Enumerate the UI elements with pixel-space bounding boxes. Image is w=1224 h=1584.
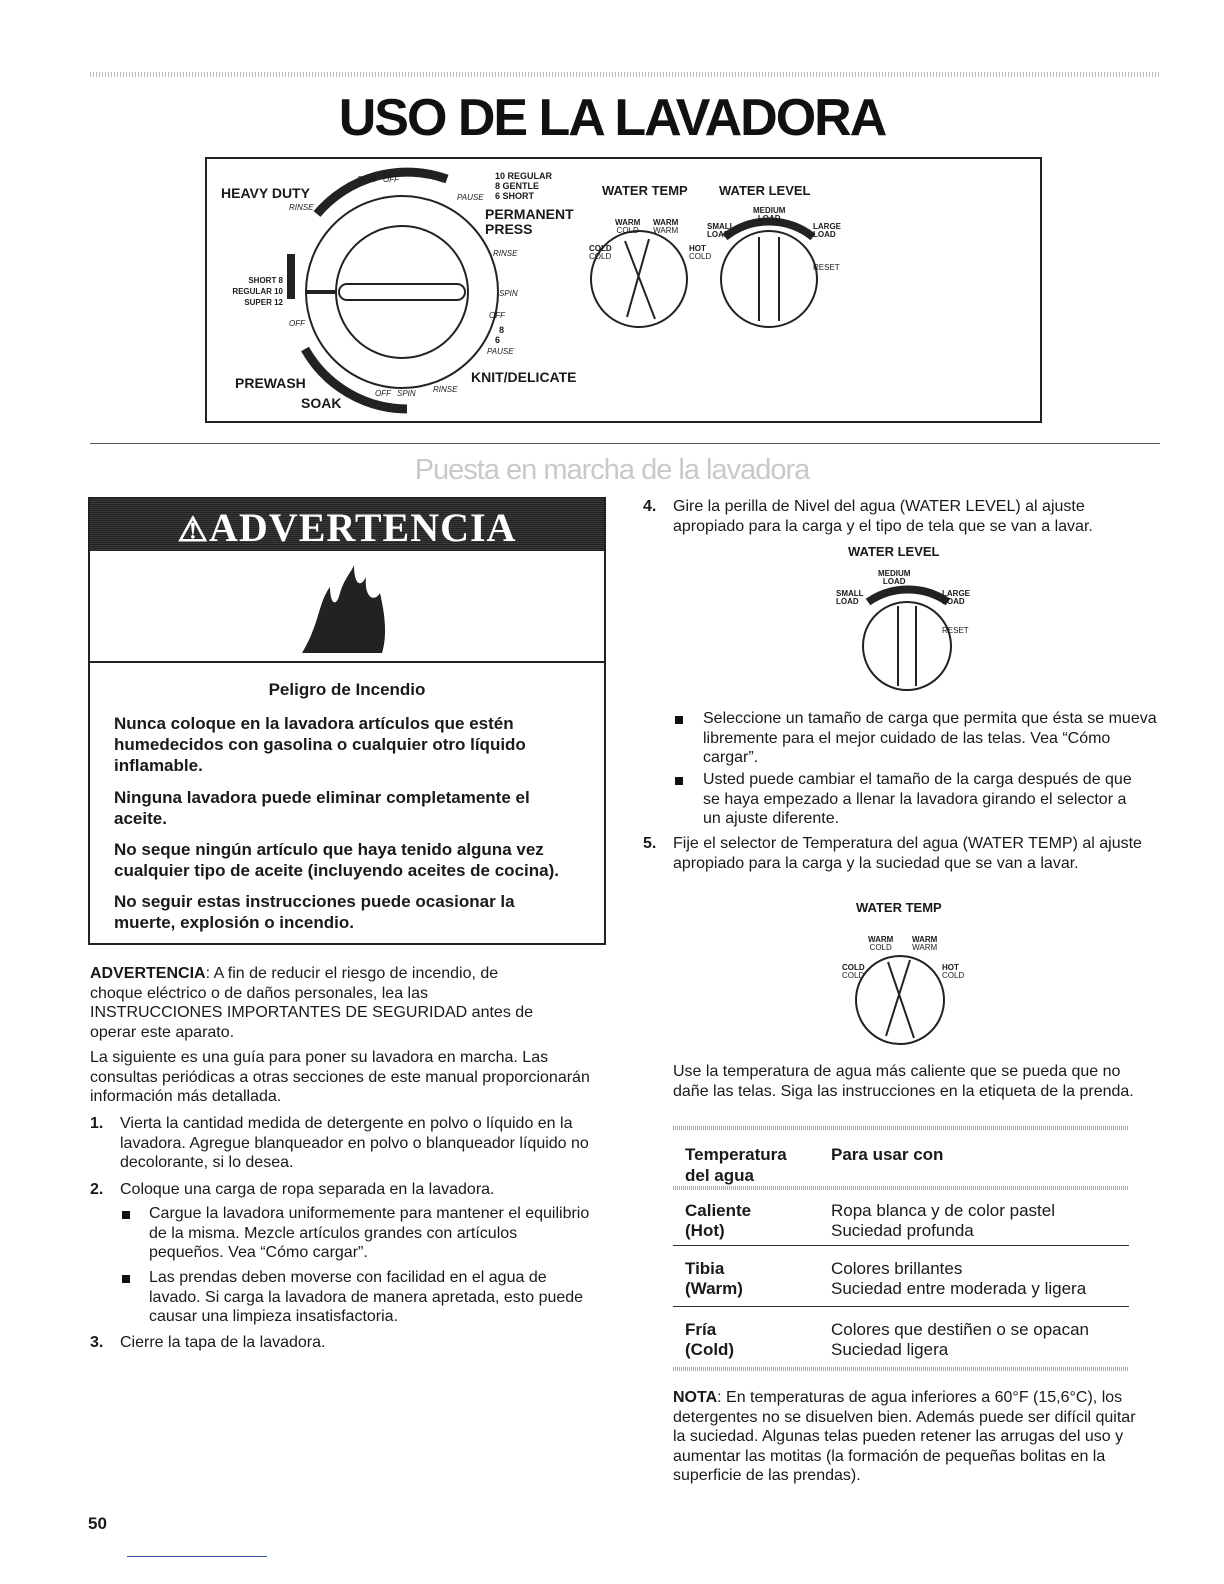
top-rule [90,72,1160,77]
warning-line-1: Nunca coloque en la lavadora artículos que estén humedecidos con gasolina o cualquier otro líquido inflamable. [114,714,526,775]
step-3-text: Cierre la tapa de la lavadora. [120,1334,326,1351]
water-level-knob[interactable] [721,231,817,327]
label-prewash: PREWASH [235,375,306,391]
row-use-2: Suciedad profunda [831,1221,974,1240]
control-panel-illustration [205,157,1042,423]
level-reset: RESET [813,263,840,272]
page-number: 50 [88,1514,107,1533]
fig-temp-warm-warm-top: WARM [912,935,938,944]
level-large-bottom: LOAD [813,230,836,239]
fig-water-temp-label: WATER TEMP [856,900,942,915]
label-10-regular: 10 REGULAR [495,171,553,181]
row-temp-english: (Hot) [685,1221,725,1240]
fig-level-small-bottom: LOAD [836,597,859,606]
label-soak: SOAK [301,395,342,411]
label-regular-10: REGULAR 10 [232,287,283,296]
label-water-level: WATER LEVEL [719,183,811,198]
table-header-use: Para usar con [831,1145,944,1164]
step-4-text: Gire la perilla de Nivel del agua (WATER LEVEL) al ajuste apropiado para la carga y el tipo de tela que se van a lavar. [673,498,1093,535]
temp-hot-cold [689,245,711,261]
fig-level-reset: RESET [942,626,969,635]
label-num-6: 6 [495,335,501,345]
row-use-2: Suciedad entre moderada y ligera [831,1279,1087,1298]
fig-temp-warm-warm-bottom: WARM [912,943,938,952]
advertencia-label: ADVERTENCIA [90,965,206,982]
advertencia-paragraph [90,964,540,1042]
water-level-fig-knob [863,602,951,690]
water-temp-fig-grip [886,960,914,1038]
label-water-temp: WATER TEMP [602,183,688,198]
water-level-fig-grip [898,606,916,686]
temp-cold-cold-top: COLD [589,244,612,253]
fig-temp-cold-cold-bottom: COLD [842,971,865,980]
row-use-1: Colores que destiñen o se opacan [831,1320,1090,1339]
row-temp-english: (Warm) [685,1279,743,1298]
table-row [673,1307,1129,1367]
fig-level-small-top: SMALL [836,589,864,598]
step-4-bullet-2: Usted puede cambiar el tamaño de la carga después de que se haya empezado a llenar la lavadora girando el selector a un ajuste diferente. [703,771,1132,827]
table-bottom-rule [673,1367,1129,1371]
label-spin-top: SPIN [357,175,376,184]
table-row [673,1190,1129,1246]
step-2-number: 2. [90,1181,104,1198]
label-6-short: 6 SHORT [495,191,535,201]
warning-triangle-icon: ⚠ [177,512,210,549]
step-2-text: Coloque una carga de ropa separada en la lavadora. [120,1181,495,1198]
row-temp-english: (Cold) [685,1340,735,1359]
nota-label: NOTA [673,1389,718,1406]
row-use-1: Colores brillantes [831,1259,963,1278]
warning-header [90,499,604,551]
level-medium [753,207,785,223]
footer-rule [127,1556,267,1557]
warning-line-3: No seque ningún artículo que haya tenido alguna vez cualquier tipo de aceite (incluyendo aceites de cocina). [114,840,559,880]
label-knit-delicate: KNIT/DELICATE [471,369,577,385]
fig-level-medium-bottom: LOAD [882,577,906,586]
fig-temp-warm-warm [912,936,937,952]
label-off-top: OFF [383,175,399,184]
label-short-8: SHORT 8 [248,276,283,285]
label-off-left: OFF [289,319,305,328]
step-1-number: 1. [90,1115,104,1132]
soak-settings-list [223,275,283,308]
row-use-2: Suciedad ligera [831,1340,949,1359]
label-spin-bottom: SPIN [397,389,416,398]
temp-warm-cold [615,219,640,235]
label-pause-right: PAUSE [487,347,514,356]
fig-temp-warm-cold-top: WARM [868,935,894,944]
water-level-arc [725,221,813,237]
fig-temp-hot-cold [942,964,964,980]
label-super-12: SUPER 12 [244,298,283,307]
bullet-square-icon [675,777,683,785]
bullet-square-icon [122,1275,130,1283]
fig-temp-cold-cold-top: COLD [842,963,865,972]
warning-line-4: No seguir estas instrucciones puede ocasionar la muerte, explosión o incendio. [114,892,515,932]
bullet-square-icon [675,716,683,724]
water-temp-dial-figure [840,940,960,1050]
water-level-grip [759,237,779,321]
level-large [813,223,841,239]
intro-paragraph: La siguiente es una guía para poner su lavadora en marcha. Las consultas periódicas a otras secciones de este manual proporcionarán información más detallada. [90,1049,590,1105]
table-row [673,1246,1129,1307]
water-level-fig-arc [868,589,948,602]
step-2-bullet-1: Cargue la lavadora uniformemente para mantener el equilibrio de la misma. Mezcle artículos grandes con artículos pequeños. Vea “Cómo cargar”. [149,1205,590,1261]
temp-warm-cold-top: WARM [615,218,641,227]
fig-water-level-label: WATER LEVEL [848,544,940,559]
temp-cold-cold [589,245,612,261]
row-temp-name: Fría [685,1320,717,1339]
row-use-1: Ropa blanca y de color pastel [831,1201,1055,1220]
cycle-settings-list [495,171,552,201]
warning-box [88,497,606,945]
fig-temp-hot-cold-top: HOT [942,963,959,972]
nota-paragraph [673,1388,1151,1486]
fig-temp-hot-cold-bottom: COLD [942,971,965,980]
temp-hot-cold-top: HOT [689,244,706,253]
label-off-bottom: OFF [375,389,391,398]
level-small-bottom: LOAD [707,230,730,239]
fig-temp-warm-cold-bottom: COLD [869,943,892,952]
row-temp-name: Tibia [685,1259,725,1278]
water-temp-grip [625,239,655,319]
label-8-gentle: 8 GENTLE [495,181,540,191]
level-medium-top: MEDIUM [753,206,786,215]
temp-warm-warm [653,219,678,235]
label-heavy-duty: HEAVY DUTY [221,185,310,201]
warning-line-2: Ninguna lavadora puede eliminar completamente el aceite. [114,788,530,828]
control-panel-drawing [207,159,1040,421]
fire-icon-band [90,551,604,663]
step-5-number: 5. [643,835,657,852]
label-pause-top: PAUSE [457,193,484,202]
use-temperature-paragraph: Use la temperatura de agua más caliente que se pueda que no dañe las telas. Siga las instrucciones en la etiqueta de la prenda. [673,1063,1134,1100]
label-rinse-bottom: RINSE [433,385,458,394]
fig-level-medium-top: MEDIUM [878,569,911,578]
temp-warm-warm-bottom: WARM [653,226,679,235]
label-num-8: 8 [499,325,505,335]
advertencia-text: : A fin de reducir el riesgo de incendio, de choque eléctrico o de daños personales, lea las INSTRUCCIONES IMPORTANTES DE SEGURIDAD antes de operar este aparato. [90,965,534,1041]
nota-text: : En temperaturas de agua inferiores a 60°F (15,6°C), los detergentes no se disuelven bien. Además puede ser difícil quitar la suciedad. Algunas telas pueden retener las arrugas del uso y aumentar las motitas (la formación de pequeñas bolitas en la superficie de las prendas). [673,1389,1136,1484]
step-4-number: 4. [643,498,657,515]
fig-level-large-bottom: LOAD [942,597,965,606]
fig-temp-cold-cold [842,964,865,980]
level-medium-bottom: LOAD [757,214,781,223]
cycle-arc-top [317,172,447,214]
section-divider [90,443,1160,444]
step-3-number: 3. [90,1334,104,1351]
table-header-temperature: Temperatura del agua [685,1145,787,1185]
table-header-row [673,1130,1129,1186]
label-spin-right: SPIN [499,289,518,298]
step-5-text: Fije el selector de Temperatura del agua (WATER TEMP) al ajuste apropiado para la carga y la suciedad que se van a lavar. [673,835,1142,872]
page-title: USO DE LA LAVADORA [338,89,886,147]
label-off-right: OFF [489,311,505,320]
step-2-bullet-2: Las prendas deben moverse con facilidad en el agua de lavado. Si carga la lavadora de manera apretada, esto puede causar una limpieza insatisfactoria. [149,1269,584,1325]
step-4-bullet-1: Seleccione un tamaño de carga que permita que ésta se mueva libremente para el mejor cuidado de las telas. Vea “Cómo cargar”. [703,710,1157,766]
level-large-top: LARGE [813,222,841,231]
warning-heading: ADVERTENCIA [209,505,517,550]
temp-warm-warm-top: WARM [653,218,679,227]
fig-level-large [942,590,970,606]
label-permanent-press: PERMANENT PRESS [485,206,574,237]
level-small [707,223,735,239]
label-rinse-right: RINSE [493,249,518,258]
cycle-knob-grip [339,284,465,300]
fig-level-large-top: LARGE [942,589,970,598]
hazard-title: Peligro de Incendio [268,680,426,699]
fig-level-medium [878,570,910,586]
fig-temp-warm-cold [868,936,893,952]
fire-icon [300,563,390,655]
bullet-square-icon [122,1211,130,1219]
temp-cold-cold-bottom: COLD [589,252,612,261]
water-temp-table [673,1126,1129,1371]
temp-warm-cold-bottom: COLD [616,226,639,235]
fig-level-small [836,590,864,606]
temp-hot-cold-bottom: COLD [689,252,712,261]
label-rinse-left: RINSE [289,203,314,212]
step-1-text: Vierta la cantidad medida de detergente en polvo o líquido en la lavadora. Agregue blanqueador en polvo o blanqueador líquido no decolorante, si lo desea. [120,1115,589,1171]
level-small-top: SMALL [707,222,735,231]
row-temp-name: Caliente [685,1201,752,1220]
section-heading: Puesta en marcha de la lavadora [414,454,810,486]
